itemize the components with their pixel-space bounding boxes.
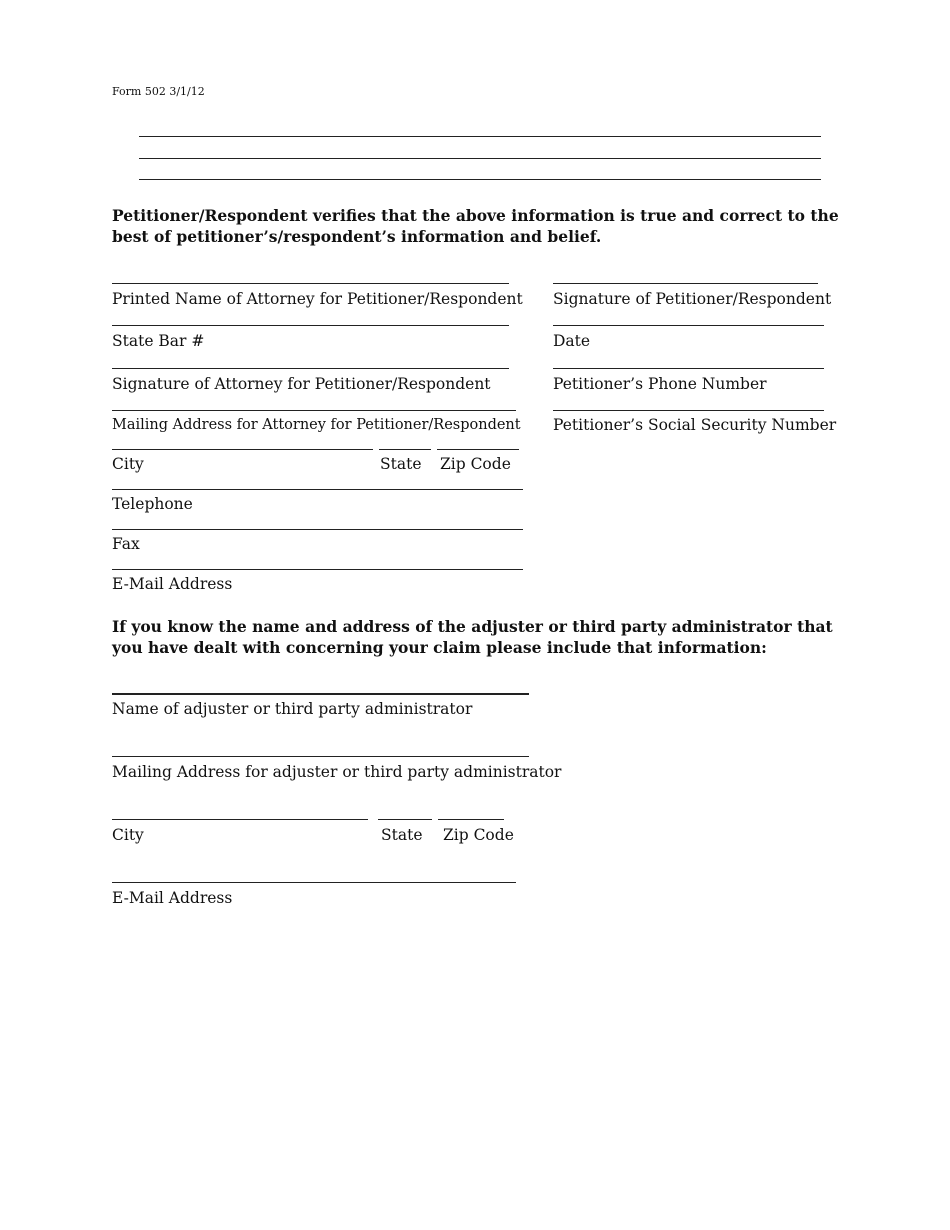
adjuster-email-line[interactable]	[112, 882, 516, 883]
form-id: Form 502 3/1/12	[112, 85, 205, 98]
adjuster-mailing-address-line[interactable]	[112, 756, 529, 757]
adjuster-mailing-address-label: Mailing Address for adjuster or third party administrator	[112, 763, 562, 781]
attorney-signature-label: Signature of Attorney for Petitioner/Respondent	[112, 375, 491, 393]
attorney-printed-name-label: Printed Name of Attorney for Petitioner/Respondent	[112, 290, 523, 308]
petitioner-ssn-line[interactable]	[553, 410, 824, 411]
petitioner-signature-label: Signature of Petitioner/Respondent	[553, 290, 832, 308]
attorney-email-line[interactable]	[112, 569, 523, 570]
blank-line-3[interactable]	[139, 179, 821, 180]
petitioner-phone-label: Petitioner’s Phone Number	[553, 375, 767, 393]
petitioner-ssn-label: Petitioner’s Social Security Number	[553, 416, 837, 434]
verification-statement: Petitioner/Respondent verifies that the above information is true and correct to the best of petitioner’s/respondent’s information and belief.	[112, 206, 839, 246]
attorney-email-label: E-Mail Address	[112, 575, 233, 593]
adjuster-city-label: City	[112, 826, 144, 844]
fax-line[interactable]	[112, 529, 523, 530]
adjuster-name-line[interactable]	[112, 693, 529, 695]
petitioner-signature-line[interactable]	[553, 283, 818, 284]
fax-label: Fax	[112, 535, 140, 553]
adjuster-email-label: E-Mail Address	[112, 889, 233, 907]
blank-line-1[interactable]	[139, 136, 821, 137]
attorney-printed-name-line[interactable]	[112, 283, 509, 284]
date-label: Date	[553, 332, 591, 350]
adjuster-zip-line[interactable]	[438, 819, 504, 820]
attorney-state-label: State	[380, 455, 422, 473]
adjuster-city-line[interactable]	[112, 819, 368, 820]
attorney-signature-line[interactable]	[112, 368, 509, 369]
adjuster-zip-label: Zip Code	[443, 826, 514, 844]
attorney-city-label: City	[112, 455, 144, 473]
telephone-line[interactable]	[112, 489, 523, 490]
adjuster-instructions: If you know the name and address of the adjuster or third party administrator that you have dealt with concerning your claim please include that information:	[112, 617, 833, 657]
attorney-mailing-address-line[interactable]	[112, 410, 516, 411]
petitioner-phone-line[interactable]	[553, 368, 824, 369]
blank-line-2[interactable]	[139, 158, 821, 159]
attorney-city-line[interactable]	[112, 449, 373, 450]
attorney-zip-label: Zip Code	[440, 455, 511, 473]
telephone-label: Telephone	[112, 495, 193, 513]
date-line[interactable]	[553, 325, 824, 326]
state-bar-label: State Bar #	[112, 332, 205, 350]
attorney-state-line[interactable]	[379, 449, 431, 450]
state-bar-line[interactable]	[112, 325, 509, 326]
adjuster-state-label: State	[381, 826, 423, 844]
adjuster-state-line[interactable]	[378, 819, 432, 820]
adjuster-name-label: Name of adjuster or third party administrator	[112, 700, 473, 718]
attorney-zip-line[interactable]	[437, 449, 519, 450]
attorney-mailing-address-label: Mailing Address for Attorney for Petitioner/Respondent	[112, 417, 521, 433]
